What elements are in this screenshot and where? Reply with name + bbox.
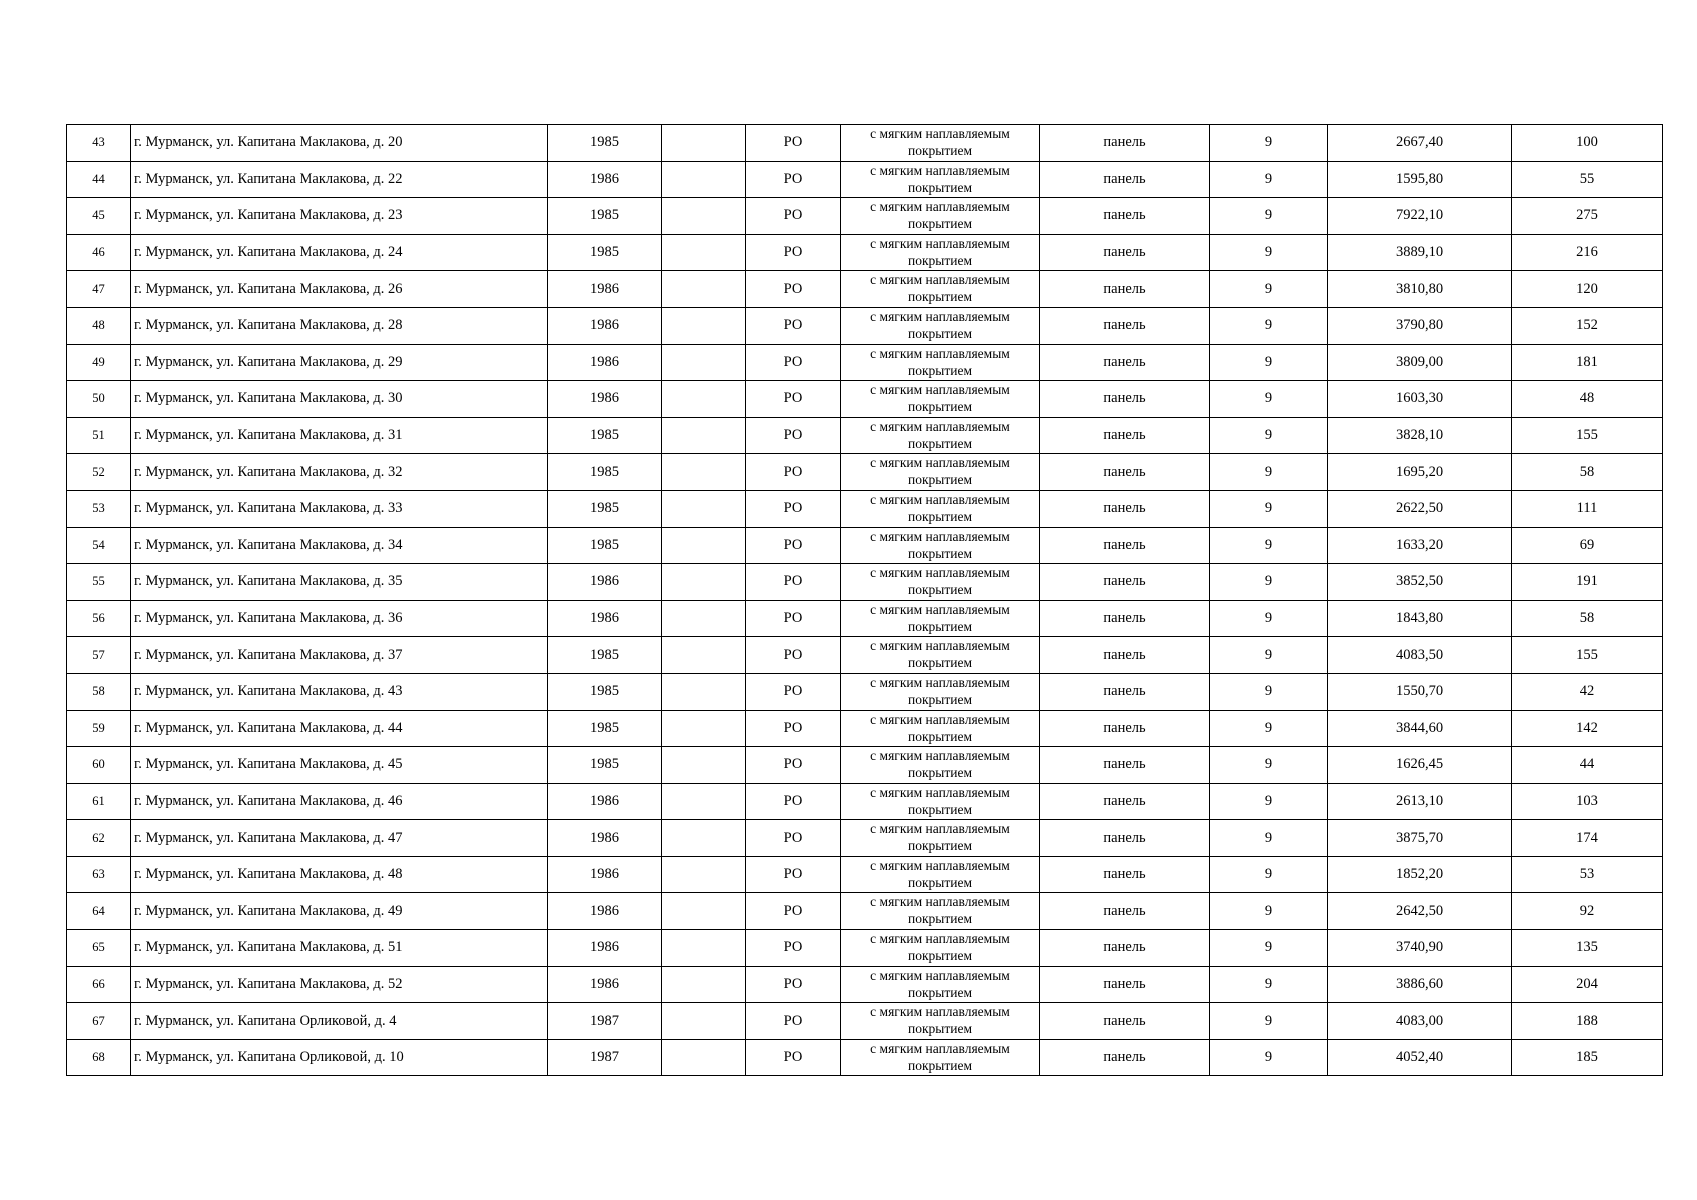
wall-material-cell: панель (1040, 564, 1210, 601)
total-area-cell: 3852,50 (1328, 564, 1512, 601)
floors-count-cell: 9 (1210, 673, 1328, 710)
management-type-cell: РО (746, 820, 841, 857)
build-year-cell: 1986 (548, 564, 662, 601)
build-year-cell: 1986 (548, 966, 662, 1003)
wall-material-cell: панель (1040, 783, 1210, 820)
address-cell: г. Мурманск, ул. Капитана Орликовой, д. 4 (131, 1003, 548, 1040)
total-area-cell: 3886,60 (1328, 966, 1512, 1003)
residents-count-cell: 58 (1512, 454, 1663, 491)
empty-cell (662, 747, 746, 784)
residents-count-cell: 216 (1512, 234, 1663, 271)
address-cell: г. Мурманск, ул. Капитана Маклакова, д. 33 (131, 490, 548, 527)
total-area-cell: 1595,80 (1328, 161, 1512, 198)
total-area-cell: 4083,50 (1328, 637, 1512, 674)
table-row (67, 600, 1663, 637)
roof-type-cell: с мягким наплавляемым покрытием (841, 564, 1040, 601)
total-area-cell: 2667,40 (1328, 125, 1512, 162)
management-type-cell: РО (746, 161, 841, 198)
wall-material-cell: панель (1040, 271, 1210, 308)
total-area-cell: 3790,80 (1328, 307, 1512, 344)
row-number-cell: 61 (67, 783, 131, 820)
table-row (67, 564, 1663, 601)
wall-material-cell: панель (1040, 344, 1210, 381)
floors-count-cell: 9 (1210, 527, 1328, 564)
build-year-cell: 1985 (548, 234, 662, 271)
table-row (67, 637, 1663, 674)
residents-count-cell: 155 (1512, 417, 1663, 454)
table-row (67, 820, 1663, 857)
total-area-cell: 3809,00 (1328, 344, 1512, 381)
residents-count-cell: 42 (1512, 673, 1663, 710)
address-cell: г. Мурманск, ул. Капитана Маклакова, д. 20 (131, 125, 548, 162)
total-area-cell: 3875,70 (1328, 820, 1512, 857)
floors-count-cell: 9 (1210, 307, 1328, 344)
table-row (67, 1039, 1663, 1076)
floors-count-cell: 9 (1210, 564, 1328, 601)
management-type-cell: РО (746, 381, 841, 418)
residents-count-cell: 204 (1512, 966, 1663, 1003)
empty-cell (662, 564, 746, 601)
address-cell: г. Мурманск, ул. Капитана Маклакова, д. 43 (131, 673, 548, 710)
empty-cell (662, 673, 746, 710)
management-type-cell: РО (746, 564, 841, 601)
management-type-cell: РО (746, 527, 841, 564)
empty-cell (662, 1039, 746, 1076)
row-number-cell: 54 (67, 527, 131, 564)
empty-cell (662, 490, 746, 527)
residents-count-cell: 53 (1512, 856, 1663, 893)
floors-count-cell: 9 (1210, 820, 1328, 857)
management-type-cell: РО (746, 417, 841, 454)
management-type-cell: РО (746, 856, 841, 893)
floors-count-cell: 9 (1210, 417, 1328, 454)
row-number-cell: 55 (67, 564, 131, 601)
wall-material-cell: панель (1040, 454, 1210, 491)
row-number-cell: 60 (67, 747, 131, 784)
empty-cell (662, 820, 746, 857)
address-cell: г. Мурманск, ул. Капитана Маклакова, д. 52 (131, 966, 548, 1003)
address-cell: г. Мурманск, ул. Капитана Маклакова, д. 49 (131, 893, 548, 930)
wall-material-cell: панель (1040, 381, 1210, 418)
build-year-cell: 1986 (548, 600, 662, 637)
management-type-cell: РО (746, 710, 841, 747)
empty-cell (662, 1003, 746, 1040)
residents-count-cell: 103 (1512, 783, 1663, 820)
total-area-cell: 7922,10 (1328, 198, 1512, 235)
roof-type-cell: с мягким наплавляемым покрытием (841, 600, 1040, 637)
table-row (67, 747, 1663, 784)
table-row (67, 234, 1663, 271)
total-area-cell: 3889,10 (1328, 234, 1512, 271)
table-row (67, 966, 1663, 1003)
floors-count-cell: 9 (1210, 747, 1328, 784)
address-cell: г. Мурманск, ул. Капитана Маклакова, д. 51 (131, 930, 548, 967)
residents-count-cell: 69 (1512, 527, 1663, 564)
management-type-cell: РО (746, 637, 841, 674)
floors-count-cell: 9 (1210, 710, 1328, 747)
build-year-cell: 1985 (548, 527, 662, 564)
empty-cell (662, 527, 746, 564)
address-cell: г. Мурманск, ул. Капитана Маклакова, д. 35 (131, 564, 548, 601)
wall-material-cell: панель (1040, 417, 1210, 454)
address-cell: г. Мурманск, ул. Капитана Маклакова, д. 45 (131, 747, 548, 784)
management-type-cell: РО (746, 747, 841, 784)
build-year-cell: 1985 (548, 198, 662, 235)
table-row (67, 381, 1663, 418)
residents-count-cell: 55 (1512, 161, 1663, 198)
roof-type-cell: с мягким наплавляемым покрытием (841, 307, 1040, 344)
wall-material-cell: панель (1040, 966, 1210, 1003)
roof-type-cell: с мягким наплавляемым покрытием (841, 893, 1040, 930)
management-type-cell: РО (746, 1003, 841, 1040)
table-row (67, 417, 1663, 454)
address-cell: г. Мурманск, ул. Капитана Маклакова, д. 44 (131, 710, 548, 747)
empty-cell (662, 271, 746, 308)
floors-count-cell: 9 (1210, 893, 1328, 930)
registry-table-body (67, 125, 1663, 1076)
roof-type-cell: с мягким наплавляемым покрытием (841, 527, 1040, 564)
residents-count-cell: 152 (1512, 307, 1663, 344)
residents-count-cell: 142 (1512, 710, 1663, 747)
floors-count-cell: 9 (1210, 966, 1328, 1003)
housing-registry-table (66, 124, 1663, 1076)
roof-type-cell: с мягким наплавляемым покрытием (841, 490, 1040, 527)
management-type-cell: РО (746, 198, 841, 235)
build-year-cell: 1985 (548, 490, 662, 527)
row-number-cell: 46 (67, 234, 131, 271)
empty-cell (662, 161, 746, 198)
roof-type-cell: с мягким наплавляемым покрытием (841, 930, 1040, 967)
total-area-cell: 1852,20 (1328, 856, 1512, 893)
management-type-cell: РО (746, 930, 841, 967)
wall-material-cell: панель (1040, 307, 1210, 344)
roof-type-cell: с мягким наплавляемым покрытием (841, 673, 1040, 710)
build-year-cell: 1985 (548, 637, 662, 674)
management-type-cell: РО (746, 234, 841, 271)
floors-count-cell: 9 (1210, 198, 1328, 235)
row-number-cell: 49 (67, 344, 131, 381)
wall-material-cell: панель (1040, 600, 1210, 637)
total-area-cell: 3828,10 (1328, 417, 1512, 454)
management-type-cell: РО (746, 454, 841, 491)
wall-material-cell: панель (1040, 637, 1210, 674)
roof-type-cell: с мягким наплавляемым покрытием (841, 637, 1040, 674)
row-number-cell: 63 (67, 856, 131, 893)
row-number-cell: 57 (67, 637, 131, 674)
build-year-cell: 1986 (548, 930, 662, 967)
empty-cell (662, 198, 746, 235)
table-row (67, 893, 1663, 930)
address-cell: г. Мурманск, ул. Капитана Орликовой, д. 10 (131, 1039, 548, 1076)
wall-material-cell: панель (1040, 673, 1210, 710)
residents-count-cell: 188 (1512, 1003, 1663, 1040)
row-number-cell: 44 (67, 161, 131, 198)
residents-count-cell: 111 (1512, 490, 1663, 527)
wall-material-cell: панель (1040, 856, 1210, 893)
empty-cell (662, 930, 746, 967)
build-year-cell: 1986 (548, 271, 662, 308)
row-number-cell: 59 (67, 710, 131, 747)
management-type-cell: РО (746, 673, 841, 710)
build-year-cell: 1986 (548, 344, 662, 381)
build-year-cell: 1985 (548, 454, 662, 491)
build-year-cell: 1985 (548, 125, 662, 162)
table-row (67, 198, 1663, 235)
build-year-cell: 1987 (548, 1003, 662, 1040)
address-cell: г. Мурманск, ул. Капитана Маклакова, д. 36 (131, 600, 548, 637)
roof-type-cell: с мягким наплавляемым покрытием (841, 1003, 1040, 1040)
wall-material-cell: панель (1040, 198, 1210, 235)
table-row (67, 856, 1663, 893)
build-year-cell: 1987 (548, 1039, 662, 1076)
empty-cell (662, 710, 746, 747)
address-cell: г. Мурманск, ул. Капитана Маклакова, д. 32 (131, 454, 548, 491)
roof-type-cell: с мягким наплавляемым покрытием (841, 381, 1040, 418)
residents-count-cell: 48 (1512, 381, 1663, 418)
total-area-cell: 1626,45 (1328, 747, 1512, 784)
address-cell: г. Мурманск, ул. Капитана Маклакова, д. 46 (131, 783, 548, 820)
roof-type-cell: с мягким наплавляемым покрытием (841, 710, 1040, 747)
table-row (67, 454, 1663, 491)
table-row (67, 527, 1663, 564)
roof-type-cell: с мягким наплавляемым покрытием (841, 1039, 1040, 1076)
residents-count-cell: 275 (1512, 198, 1663, 235)
total-area-cell: 1550,70 (1328, 673, 1512, 710)
row-number-cell: 53 (67, 490, 131, 527)
row-number-cell: 48 (67, 307, 131, 344)
row-number-cell: 64 (67, 893, 131, 930)
empty-cell (662, 454, 746, 491)
floors-count-cell: 9 (1210, 1039, 1328, 1076)
build-year-cell: 1985 (548, 417, 662, 454)
build-year-cell: 1985 (548, 673, 662, 710)
address-cell: г. Мурманск, ул. Капитана Маклакова, д. 24 (131, 234, 548, 271)
management-type-cell: РО (746, 1039, 841, 1076)
address-cell: г. Мурманск, ул. Капитана Маклакова, д. 34 (131, 527, 548, 564)
roof-type-cell: с мягким наплавляемым покрытием (841, 417, 1040, 454)
table-row (67, 125, 1663, 162)
wall-material-cell: панель (1040, 747, 1210, 784)
roof-type-cell: с мягким наплавляемым покрытием (841, 198, 1040, 235)
floors-count-cell: 9 (1210, 637, 1328, 674)
roof-type-cell: с мягким наплавляемым покрытием (841, 820, 1040, 857)
residents-count-cell: 181 (1512, 344, 1663, 381)
empty-cell (662, 381, 746, 418)
total-area-cell: 1695,20 (1328, 454, 1512, 491)
wall-material-cell: панель (1040, 125, 1210, 162)
total-area-cell: 1633,20 (1328, 527, 1512, 564)
floors-count-cell: 9 (1210, 161, 1328, 198)
table-row (67, 161, 1663, 198)
table-row (67, 271, 1663, 308)
total-area-cell: 2613,10 (1328, 783, 1512, 820)
wall-material-cell: панель (1040, 710, 1210, 747)
total-area-cell: 4052,40 (1328, 1039, 1512, 1076)
management-type-cell: РО (746, 307, 841, 344)
floors-count-cell: 9 (1210, 930, 1328, 967)
roof-type-cell: с мягким наплавляемым покрытием (841, 747, 1040, 784)
roof-type-cell: с мягким наплавляемым покрытием (841, 966, 1040, 1003)
total-area-cell: 3740,90 (1328, 930, 1512, 967)
table-row (67, 307, 1663, 344)
row-number-cell: 66 (67, 966, 131, 1003)
empty-cell (662, 966, 746, 1003)
empty-cell (662, 344, 746, 381)
floors-count-cell: 9 (1210, 1003, 1328, 1040)
address-cell: г. Мурманск, ул. Капитана Маклакова, д. 31 (131, 417, 548, 454)
address-cell: г. Мурманск, ул. Капитана Маклакова, д. 37 (131, 637, 548, 674)
address-cell: г. Мурманск, ул. Капитана Маклакова, д. 30 (131, 381, 548, 418)
wall-material-cell: панель (1040, 527, 1210, 564)
management-type-cell: РО (746, 344, 841, 381)
build-year-cell: 1985 (548, 710, 662, 747)
total-area-cell: 1603,30 (1328, 381, 1512, 418)
roof-type-cell: с мягким наплавляемым покрытием (841, 344, 1040, 381)
row-number-cell: 67 (67, 1003, 131, 1040)
floors-count-cell: 9 (1210, 490, 1328, 527)
wall-material-cell: панель (1040, 1039, 1210, 1076)
floors-count-cell: 9 (1210, 344, 1328, 381)
build-year-cell: 1986 (548, 820, 662, 857)
total-area-cell: 2622,50 (1328, 490, 1512, 527)
empty-cell (662, 307, 746, 344)
total-area-cell: 1843,80 (1328, 600, 1512, 637)
build-year-cell: 1986 (548, 783, 662, 820)
address-cell: г. Мурманск, ул. Капитана Маклакова, д. 23 (131, 198, 548, 235)
empty-cell (662, 125, 746, 162)
address-cell: г. Мурманск, ул. Капитана Маклакова, д. 26 (131, 271, 548, 308)
empty-cell (662, 637, 746, 674)
address-cell: г. Мурманск, ул. Капитана Маклакова, д. 28 (131, 307, 548, 344)
residents-count-cell: 191 (1512, 564, 1663, 601)
roof-type-cell: с мягким наплавляемым покрытием (841, 161, 1040, 198)
empty-cell (662, 783, 746, 820)
wall-material-cell: панель (1040, 893, 1210, 930)
total-area-cell: 3810,80 (1328, 271, 1512, 308)
row-number-cell: 47 (67, 271, 131, 308)
row-number-cell: 65 (67, 930, 131, 967)
total-area-cell: 4083,00 (1328, 1003, 1512, 1040)
empty-cell (662, 234, 746, 271)
floors-count-cell: 9 (1210, 856, 1328, 893)
build-year-cell: 1986 (548, 893, 662, 930)
management-type-cell: РО (746, 125, 841, 162)
wall-material-cell: панель (1040, 930, 1210, 967)
row-number-cell: 45 (67, 198, 131, 235)
empty-cell (662, 893, 746, 930)
floors-count-cell: 9 (1210, 234, 1328, 271)
management-type-cell: РО (746, 490, 841, 527)
total-area-cell: 2642,50 (1328, 893, 1512, 930)
row-number-cell: 51 (67, 417, 131, 454)
residents-count-cell: 185 (1512, 1039, 1663, 1076)
table-row (67, 1003, 1663, 1040)
roof-type-cell: с мягким наплавляемым покрытием (841, 856, 1040, 893)
management-type-cell: РО (746, 271, 841, 308)
roof-type-cell: с мягким наплавляемым покрытием (841, 783, 1040, 820)
build-year-cell: 1986 (548, 307, 662, 344)
table-row (67, 344, 1663, 381)
floors-count-cell: 9 (1210, 600, 1328, 637)
floors-count-cell: 9 (1210, 783, 1328, 820)
row-number-cell: 43 (67, 125, 131, 162)
row-number-cell: 62 (67, 820, 131, 857)
floors-count-cell: 9 (1210, 125, 1328, 162)
empty-cell (662, 856, 746, 893)
wall-material-cell: панель (1040, 820, 1210, 857)
residents-count-cell: 174 (1512, 820, 1663, 857)
row-number-cell: 68 (67, 1039, 131, 1076)
floors-count-cell: 9 (1210, 454, 1328, 491)
residents-count-cell: 92 (1512, 893, 1663, 930)
empty-cell (662, 417, 746, 454)
management-type-cell: РО (746, 600, 841, 637)
roof-type-cell: с мягким наплавляемым покрытием (841, 271, 1040, 308)
build-year-cell: 1986 (548, 381, 662, 418)
row-number-cell: 56 (67, 600, 131, 637)
residents-count-cell: 44 (1512, 747, 1663, 784)
wall-material-cell: панель (1040, 490, 1210, 527)
row-number-cell: 50 (67, 381, 131, 418)
row-number-cell: 58 (67, 673, 131, 710)
wall-material-cell: панель (1040, 1003, 1210, 1040)
address-cell: г. Мурманск, ул. Капитана Маклакова, д. 47 (131, 820, 548, 857)
roof-type-cell: с мягким наплавляемым покрытием (841, 454, 1040, 491)
row-number-cell: 52 (67, 454, 131, 491)
management-type-cell: РО (746, 966, 841, 1003)
address-cell: г. Мурманск, ул. Капитана Маклакова, д. 48 (131, 856, 548, 893)
wall-material-cell: панель (1040, 161, 1210, 198)
residents-count-cell: 135 (1512, 930, 1663, 967)
total-area-cell: 3844,60 (1328, 710, 1512, 747)
floors-count-cell: 9 (1210, 271, 1328, 308)
residents-count-cell: 120 (1512, 271, 1663, 308)
roof-type-cell: с мягким наплавляемым покрытием (841, 234, 1040, 271)
address-cell: г. Мурманск, ул. Капитана Маклакова, д. 22 (131, 161, 548, 198)
residents-count-cell: 58 (1512, 600, 1663, 637)
build-year-cell: 1985 (548, 747, 662, 784)
build-year-cell: 1986 (548, 856, 662, 893)
table-row (67, 783, 1663, 820)
table-row (67, 930, 1663, 967)
roof-type-cell: с мягким наплавляемым покрытием (841, 125, 1040, 162)
table-row (67, 673, 1663, 710)
table-row (67, 490, 1663, 527)
address-cell: г. Мурманск, ул. Капитана Маклакова, д. 29 (131, 344, 548, 381)
wall-material-cell: панель (1040, 234, 1210, 271)
management-type-cell: РО (746, 783, 841, 820)
build-year-cell: 1986 (548, 161, 662, 198)
empty-cell (662, 600, 746, 637)
floors-count-cell: 9 (1210, 381, 1328, 418)
residents-count-cell: 100 (1512, 125, 1663, 162)
management-type-cell: РО (746, 893, 841, 930)
residents-count-cell: 155 (1512, 637, 1663, 674)
table-row (67, 710, 1663, 747)
